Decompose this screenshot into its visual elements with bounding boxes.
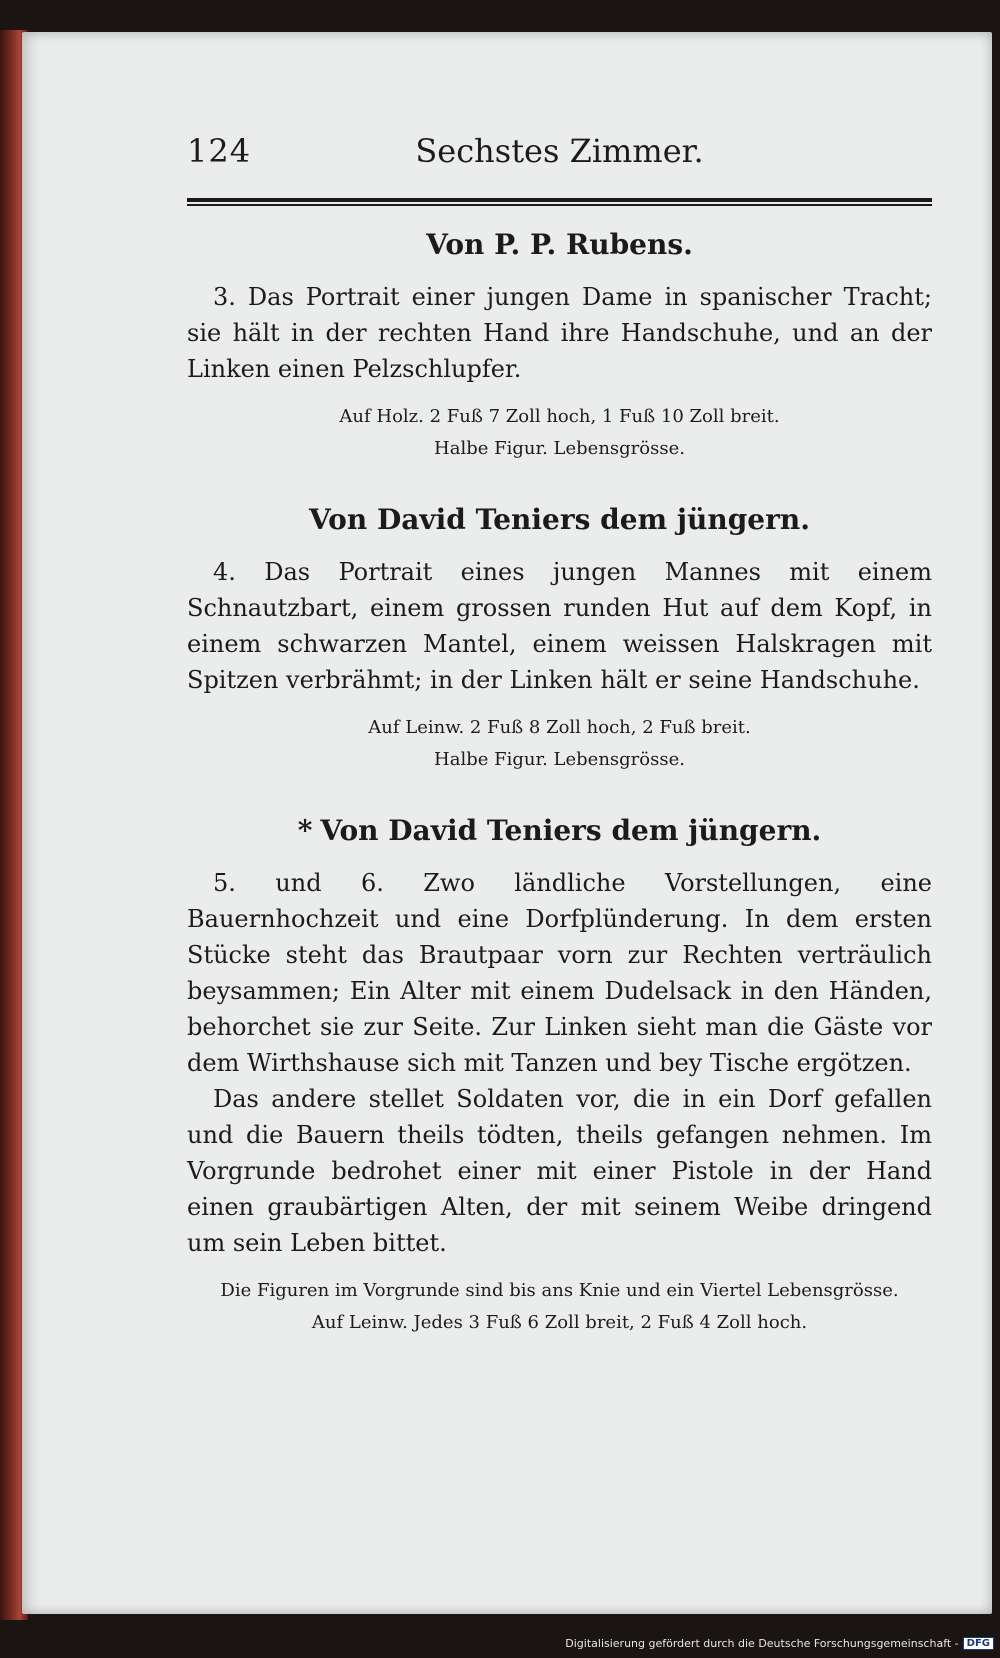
entry-heading: Von David Teniers dem jüngern. [309, 503, 810, 536]
entry-dimensions: Auf Leinw. Jedes 3 Fuß 6 Zoll breit, 2 Fuß 4 Zoll hoch. [311, 1312, 808, 1333]
entry-paragraph: 3. Das Portrait einer jungen Dame in spanischer Tracht; sie hält in der rechten Hand ihre Handschuhe, und an der Linken einen Pelzschlupfer. [187, 283, 932, 383]
entry-dimensions: Auf Holz. 2 Fuß 7 Zoll hoch, 1 Fuß 10 Zoll breit. [339, 406, 780, 427]
entry-dimensions: Auf Leinw. 2 Fuß 8 Zoll hoch, 2 Fuß breit. [368, 717, 751, 738]
entry-figure-note: Die Figuren im Vorgrunde sind bis ans Knie und ein Viertel Lebensgrösse. [220, 1280, 899, 1301]
entry-figure-size: Halbe Figur. Lebensgrösse. [434, 438, 685, 459]
entry-paragraph: Das andere stellet Soldaten vor, die in ein Dorf gefallen und die Bauern theils tödten, theils gefangen nehmen. Im Vorgrunde bedrohet einer mit einer Pistole in der Hand einen graubärtigen Alten, der mit seinem Weibe dringend um sein Leben bittet. [187, 1085, 932, 1257]
entry-heading: Von P. P. Rubens. [426, 228, 693, 261]
entry-paragraph: 5. und 6. Zwo ländliche Vorstellungen, eine Bauernhochzeit und eine Dorfplünderung. In dem ersten Stücke steht das Brautpaar vorn zur Rechten verträulich beysammen; Ein Alter mit einem Dudelsack in den Händen, behorchet sie zur Seite. Zur Linken sieht man die Gäste vor dem Wirthshause sich mit Tanzen und bey Tische ergötzen. [187, 869, 932, 1077]
dfg-logo-icon: DFG [963, 1637, 994, 1650]
page-content [187, 132, 932, 1339]
running-title: Sechstes Zimmer. [415, 132, 704, 170]
page-number: 124 [187, 132, 252, 170]
entry-figure-size: Halbe Figur. Lebensgrösse. [434, 749, 685, 770]
running-head [187, 132, 932, 192]
asterisk-mark: * [297, 814, 313, 847]
digitization-note: Digitalisierung gefördert durch die Deutsche Forschungsgemeinschaft - [565, 1637, 959, 1650]
entry-heading-text: Von David Teniers dem jüngern. [320, 814, 822, 847]
entry-paragraph: 4. Das Portrait eines jungen Mannes mit einem Schnautzbart, einem grossen runden Hut auf dem Kopf, in einem schwarzen Mantel, einem weissen Halskragen mit Spitzen verbrähmt; in der Linken hält er seine Handschuhe. [187, 558, 932, 694]
header-rule [187, 198, 932, 206]
digitization-credit [565, 1637, 994, 1650]
entry-heading-marked [187, 814, 932, 847]
book-page [22, 32, 992, 1614]
